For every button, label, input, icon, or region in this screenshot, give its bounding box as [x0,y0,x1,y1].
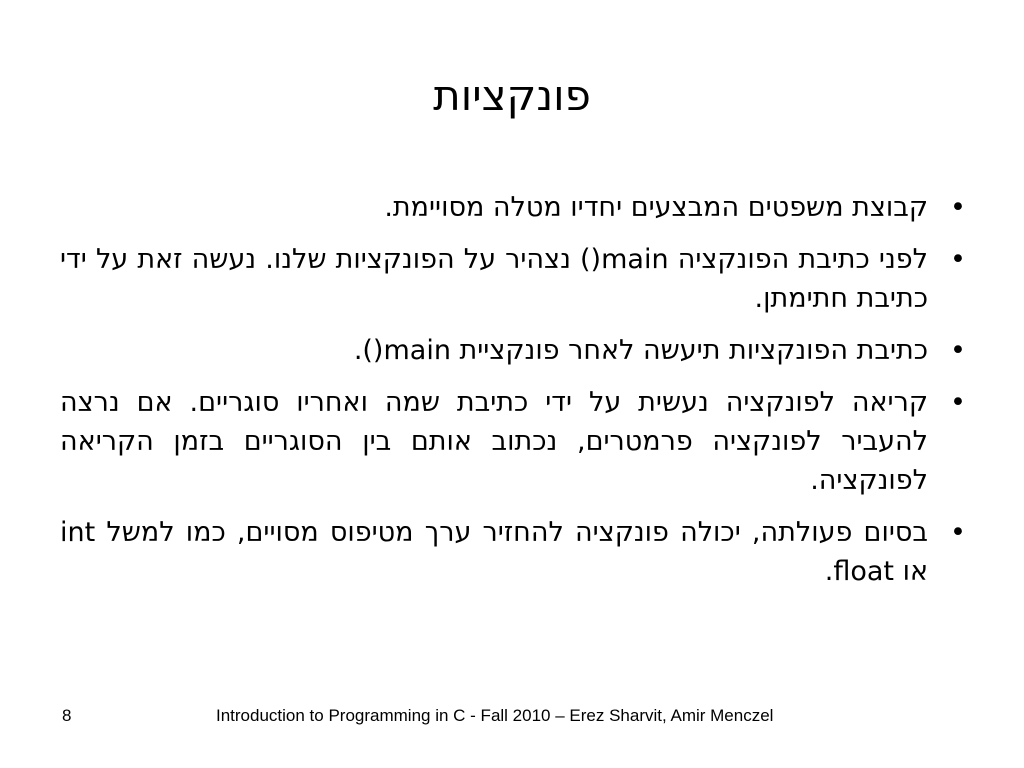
course-footer-text: Introduction to Programming in C - Fall 2010 – Erez Sharvit, Amir Menczel [216,706,774,725]
bullet-marker: • [950,192,966,223]
bullet-item [60,331,968,370]
bullet-marker: • [950,517,966,548]
bullet-text: קבוצת משפטים המבצעים יחדיו מטלה מסויימת. [384,192,928,223]
bullet-text: לפני כתיבת הפונקציה main() נצהיר על הפונקציות שלנו. נעשה זאת על ידי כתיבת חתימתן. [60,244,928,314]
bullet-item [60,188,968,227]
slide-footer [0,702,1024,732]
slide-title: פונקציות [433,71,591,120]
bullet-item [60,383,968,500]
bullet-list [60,188,968,604]
bullet-text: בסיום פעולתה, יכולה פונקציה להחזיר ערך מטיפוס מסויים, כמו למשל int או float. [60,517,928,587]
page-number: 8 [62,706,72,725]
bullet-text: קריאה לפונקציה נעשית על ידי כתיבת שמה ואחריו סוגריים. אם נרצה להעביר לפונקציה פרמטרים, נכתוב אותם בין הסוגריים בזמן הקריאה לפונקציה. [60,387,928,496]
bullet-marker: • [950,244,966,275]
bullet-marker: • [950,387,966,418]
bullet-text: כתיבת הפונקציות תיעשה לאחר פונקציית main(). [353,335,928,366]
bullet-marker: • [950,335,966,366]
bullet-item [60,240,968,318]
bullet-item [60,513,968,591]
